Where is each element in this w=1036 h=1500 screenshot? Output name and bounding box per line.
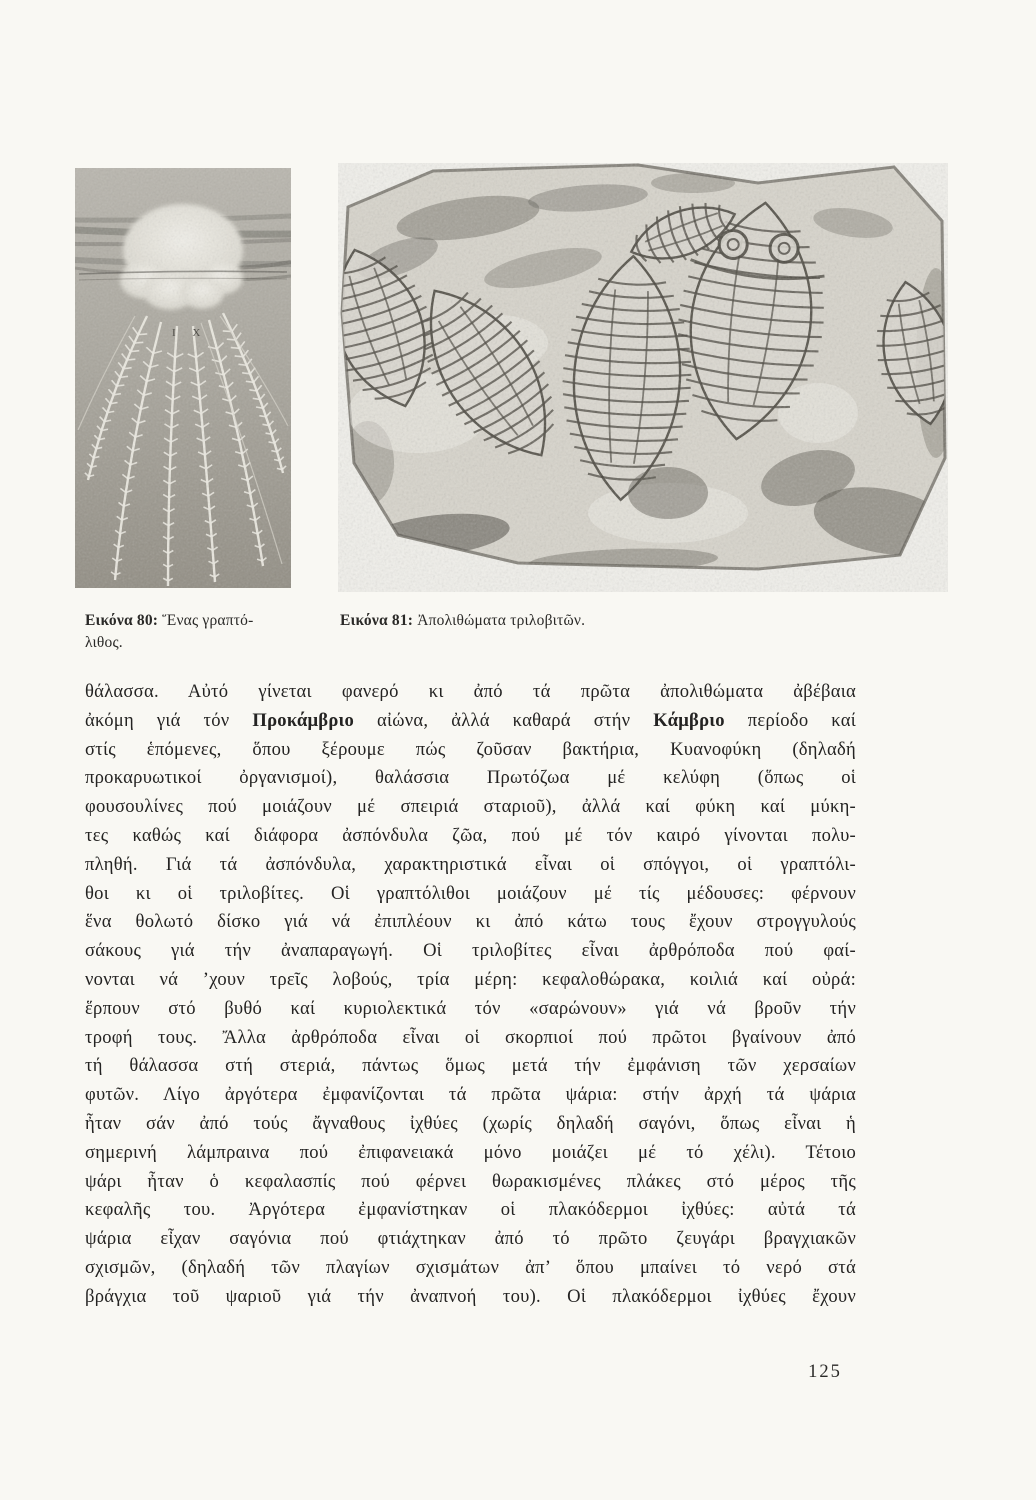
text-line: ἕνα θολωτό δίσκο γιά νά ἐπιπλέουν κι ἀπό κάτω τους ἔχουν στρογγυλούς [85,911,856,933]
text-line: νονται νά ’χουν τρεῖς λοβούς, τρία μέρη: κεφαλοθώρακα, κοιλιά καί οὐρά: [85,968,856,990]
caption-81-text: Ἀπολιθώματα τριλοβιτῶν. [417,612,586,629]
figure-81-caption [340,610,920,632]
graptolite-illustration [75,168,291,588]
text-line: σημερινή λάμπραινα πού ἐπιφανειακά μόνο μοιάζει μέ τό χέλι). Τέτοιο [85,1141,856,1163]
page-number: 125 [808,1362,842,1382]
figure-80-image [75,168,291,588]
caption-80-label: Εικόνα 80: [85,612,159,629]
text-line: θάλασσα. Αὐτό γίνεται φανερό κι ἀπό τά πρῶτα ἀπολιθώματα ἀβέβαια [85,681,856,702]
text-line: ἦταν σάν ἀπό τούς ἄγναθους ἰχθύες (χωρίς δηλαδή σαγόνι, ὅπως εἶναι ἡ [85,1112,856,1134]
plate-annotation: Ι Χ [172,327,208,339]
text-line: σάκους γιά τήν ἀναπαραγωγή. Οἱ τριλοβίτες εἶναι ἀρθρόποδα πού φαί- [85,940,856,962]
body-paragraph [85,678,856,1312]
text-line: ψάρι ἦταν ὁ κεφαλασπίς πού φέρνει θωρακισμένες πλάκες στό μέρος τῆς [85,1170,856,1192]
figure-80-caption [85,610,320,654]
text-line: βράγχια τοῦ ψαριοῦ γιά τήν ἀναπνοή του). Οἱ πλακόδερμοι ἰχθύες ἔχουν [85,1285,856,1307]
text-line: ψάρια εἶχαν σαγόνια πού φτιάχτηκαν ἀπό τό πρῶτο ζευγάρι βραγχιακῶν [85,1228,856,1250]
text-line: στίς ἑπόμενες, ὅπου ξέρουμε πώς ζοῦσαν βακτήρια, Κυανοφύκη (δηλαδή [85,738,856,760]
text-line: φυτῶν. Λίγο ἀργότερα ἐμφανίζονται τά πρῶτα ψάρια: στήν ἀρχή τά ψάρια [85,1084,856,1106]
caption-80-text: Ἕνας γραπτό- λιθος. [85,612,254,651]
text-line: προκαρυωτικοί ὀργανισμοί), θαλάσσια Πρωτόζωα μέ κελύφη (ὅπως οἱ [85,767,856,789]
text-line: σχισμῶν, (δηλαδή τῶν πλαγίων σχισμάτων ἀπ’ ὅπου μπαίνει τό νερό στά [85,1256,856,1278]
figure-81-image [338,163,948,592]
text-line: ἀκόμη γιά τόν Προκάμβριο αἰώνα, ἀλλά καθαρά στήν Κάμβριο περίοδο καί [85,709,856,731]
text-line: φουσουλίνες πού μοιάζουν μέ σπειριά σταριοῦ), ἀλλά καί φύκη καί μύκη- [85,796,856,818]
text-line: τες καθώς καί διάφορα ἀσπόνδυλα ζῶα, πού μέ τόν καιρό γίνονται πολυ- [85,824,856,846]
text-line: θοι κι οἱ τριλοβίτες. Οἱ γραπτόλιθοι μοιάζουν μέ τίς μέδουσες: φέρνουν [85,882,856,904]
text-line: τή θάλασσα στή στεριά, πάντως ὅμως μετά τήν ἐμφάνιση τῶν χερσαίων [85,1055,856,1077]
text-line: ἕρπουν στό βυθό καί κυριολεκτικά τόν «σαρώνουν» γιά νά βροῦν τήν [85,997,856,1019]
text-line: πληθή. Γιά τά ἀσπόνδυλα, χαρακτηριστικά εἶναι οἱ σπόγγοι, οἱ γραπτόλι- [85,853,856,875]
text-line: κεφαλῆς του. Ἀργότερα ἐμφανίστηκαν οἱ πλακόδερμοι ἰχθύες: αὐτά τά [85,1199,856,1221]
caption-81-label: Εικόνα 81: [340,612,414,629]
trilobite-photo [338,163,948,592]
text-line: τροφή τους. Ἄλλα ἀρθρόποδα εἶναι οἱ σκορπιοί πού πρῶτοι βγαίνουν ἀπό [85,1026,856,1048]
